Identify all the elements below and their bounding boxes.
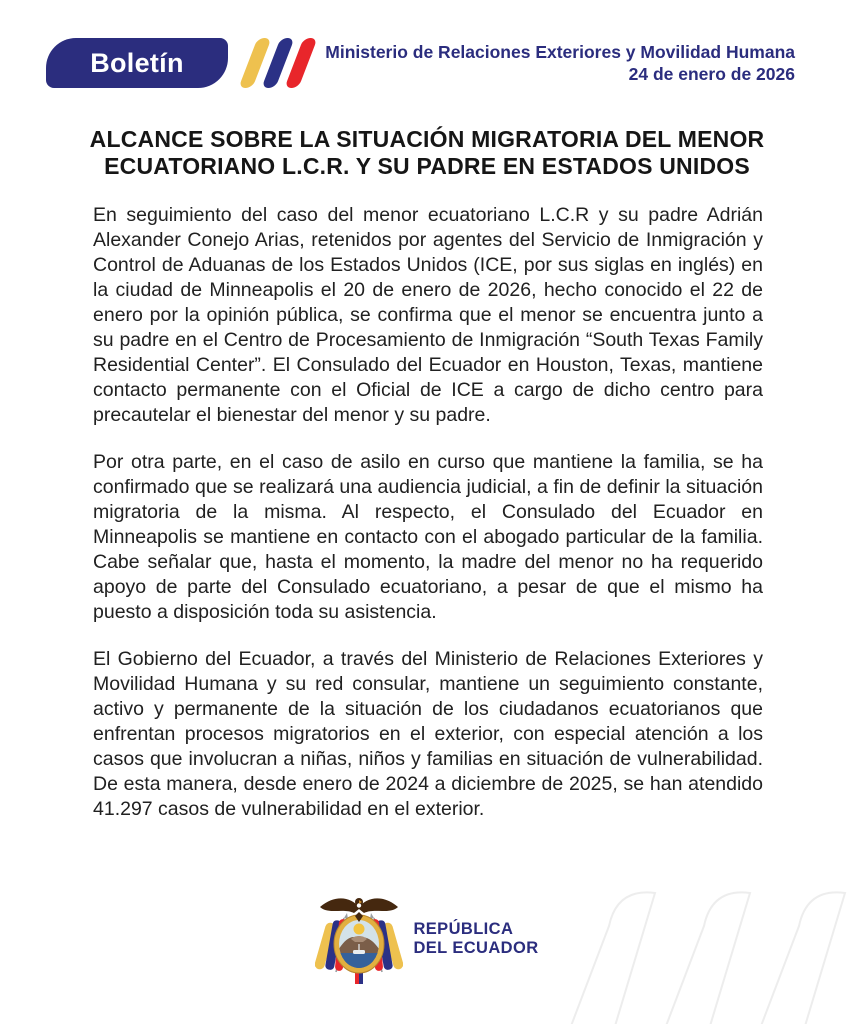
header-right [325,38,795,88]
boletin-badge [46,38,228,88]
org-name [413,920,538,959]
ministry-name: Ministerio de Relaciones Exteriores y Movilidad Humana [325,42,795,62]
tricolor-stripes [248,38,308,88]
ecuador-coat-of-arms-icon [315,892,403,986]
header [46,38,795,88]
paragraph-2: Por otra parte, en el caso de asilo en curso que mantiene la familia, se ha confirmado que se realizará una audiencia judicial, a fin de definir la situación migratoria de la misma. Al respecto, el Consulado del Ecuador en Minneapolis se mantiene en contacto con el abogado particular de la familia. Cabe señalar que, hasta el momento, la madre del menor no ha requerido apoyo de parte del Consulado ecuatoriano, a pesar de que el mismo ha puesto a disposición toda su asistencia. [93,451,763,623]
paragraph-1: En seguimiento del caso del menor ecuatoriano L.C.R y su padre Adrián Alexander Conejo Arias, retenidos por agentes del Servicio de Inmigración y Control de Aduanas de los Estados Unidos (ICE, por sus siglas en inglés) en la ciudad de Minneapolis el 20 de enero de 2026, hecho conocido el 22 de enero por la opinión pública, se confirma que el menor se encuentra junto a su padre en el Centro de Procesamiento de Inmigración “South Texas Family Residential Center”. El Consulado del Ecuador en Houston, Texas, mantiene contacto permanente con el Oficial de ICE a cargo de dicho centro para precautelar el bienestar del menor y su padre. [93,204,763,426]
page-title-line1: ALCANCE SOBRE LA SITUACIÓN MIGRATORIA DEL MENOR [89,126,765,152]
org-name-line1: REPÚBLICA [413,919,514,938]
page-title [0,126,854,180]
page-title-line2: ECUATORIANO L.C.R. Y SU PADRE EN ESTADOS UNIDOS [104,153,750,179]
boletin-badge-label: Boletín [90,47,184,78]
org-name-line2: DEL ECUADOR [413,939,539,957]
body-text [93,203,763,822]
paragraph-3: El Gobierno del Ecuador, a través del Ministerio de Relaciones Exteriores y Movilidad Humana y su red consular, mantiene un seguimiento constante, activo y permanente de la situación de los ciudadanos ecuatorianos que enfrentan procesos migratorios en el exterior, con especial atención a los casos que involucran a niñas, niños y familias en situación de vulnerabilidad. De esta manera, desde enero de 2024 a diciembre de 2025, se han atendido 41.297 casos de vulnerabilidad en el exterior. [93,648,763,820]
bulletin-date: 24 de enero de 2026 [628,64,795,84]
footer-logo [0,892,854,986]
